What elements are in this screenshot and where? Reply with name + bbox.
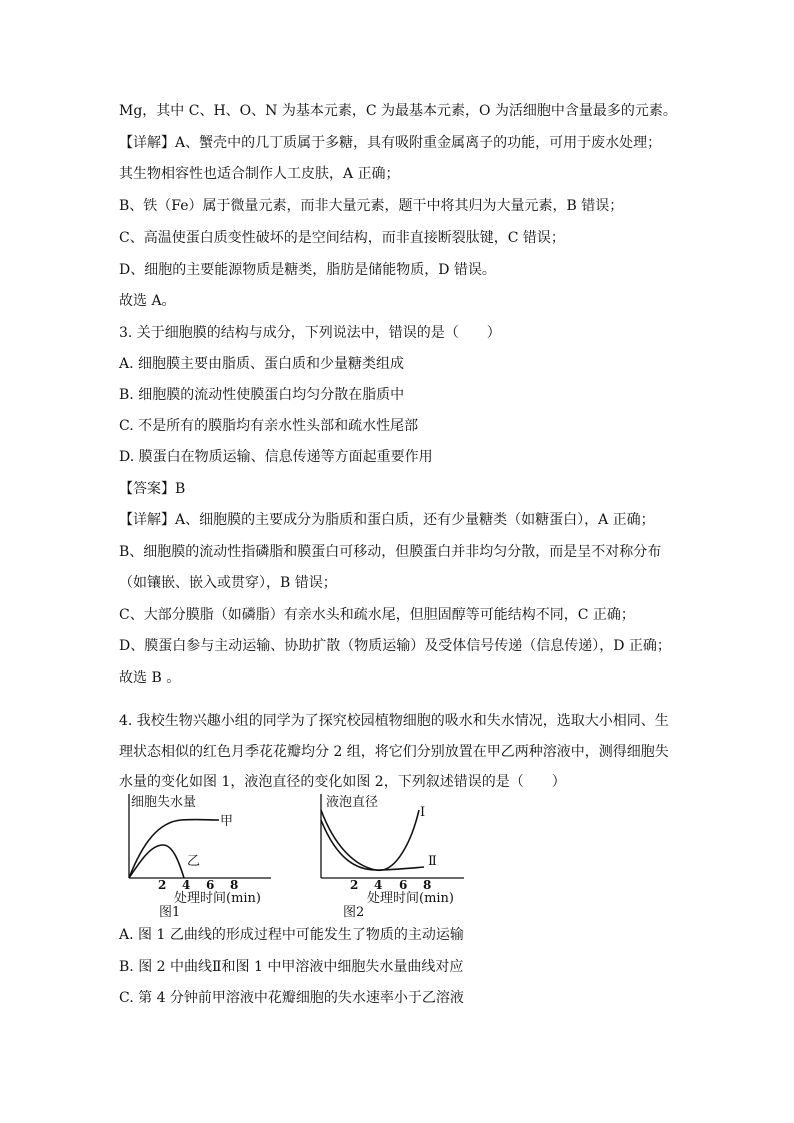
curve-yi <box>129 845 184 878</box>
x-tick-label: 4 <box>374 878 383 892</box>
text-line: D、膜蛋白参与主动运输、协助扩散（物质运输）及受体信号传递（信息传递），D 正确； <box>119 638 671 654</box>
x-tick-label: 8 <box>423 878 432 892</box>
text-line: 故选 B 。 <box>119 670 181 686</box>
figure-2-vacuole-diameter-graph <box>312 790 482 925</box>
text-line: 【详解】A、细胞膜的主要成分为脂质和蛋白质，还有少量糖类（如糖蛋白），A 正确； <box>119 512 655 528</box>
text-line: 故选 A。 <box>119 293 176 309</box>
x-tick-label: 6 <box>399 878 408 892</box>
option-b: B. 图 2 中曲线Ⅱ和图 1 中甲溶液中细胞失水量曲线对应 <box>119 959 464 975</box>
answer: 【答案】B <box>119 481 186 497</box>
option-c: C. 第 4 分钟前甲溶液中花瓣细胞的失水速率小于乙溶液 <box>119 990 464 1006</box>
text-line: 其生物相容性也适合制作人工皮肤，A 正确； <box>119 166 400 182</box>
text-line: B、铁（Fe）属于微量元素，而非大量元素，题干中将其归为大量元素，B 错误； <box>119 198 624 214</box>
text-line: C、高温使蛋白质变性破坏的是空间结构，而非直接断裂肽键，C 错误； <box>119 230 565 246</box>
text-line: C、大部分膜脂（如磷脂）有亲水头和疏水尾，但胆固醇等可能结构不同，C 正确； <box>119 607 635 623</box>
text-line: （如镶嵌、嵌入或贯穿），B 错误； <box>119 575 337 591</box>
text-line: 【详解】A、蟹壳中的几丁质属于多糖，具有吸附重金属离子的功能，可用于废水处理； <box>119 135 662 151</box>
figure-1-water-loss-graph <box>119 790 284 925</box>
curve-label-yi: 乙 <box>187 854 201 869</box>
text-line: 水量的变化如图 1，液泡直径的变化如图 2，下列叙述错误的是（ ） <box>119 774 566 790</box>
x-axis-label: 处理时间(min) <box>174 891 262 906</box>
text-line: D、细胞的主要能源物质是糖类，脂肪是储能物质，D 错误。 <box>119 262 496 278</box>
x-axis-label: 处理时间(min) <box>367 891 455 906</box>
text-line: 理状态相似的红色月季花花瓣均分 2 组，将它们分别放置在甲乙两种溶液中，测得细胞失 <box>119 744 669 760</box>
option-a: A. 图 1 乙曲线的形成过程中可能发生了物质的主动运输 <box>119 927 464 943</box>
curve-jia <box>129 820 219 878</box>
y-axis-label: 液泡直径 <box>326 795 379 810</box>
x-tick-label: 6 <box>206 878 215 892</box>
option-d: D. 膜蛋白在物质运输、信息传递等方面起重要作用 <box>119 449 433 465</box>
curve-label-i: I <box>420 805 426 820</box>
question-4: 4. 我校生物兴趣小组的同学为了探究校园植物细胞的吸水和失水情况，选取大小相同、生 <box>119 713 669 729</box>
option-b: B. 细胞膜的流动性使膜蛋白均匀分散在脂质中 <box>119 387 405 403</box>
x-tick-label: 4 <box>182 878 191 892</box>
curve-label-jia: 甲 <box>220 814 234 829</box>
option-c: C. 不是所有的膜脂均有亲水性头部和疏水性尾部 <box>119 418 419 434</box>
x-tick-label: 2 <box>158 878 167 892</box>
x-tick-label: 2 <box>350 878 359 892</box>
text-line: Mg，其中 C、H、O、N 为基本元素，C 为最基本元素，O 为活细胞中含量最多的元素。 <box>119 103 677 119</box>
y-axis-label: 细胞失水量 <box>131 795 197 810</box>
curve-label-ii: Ⅱ <box>428 854 437 869</box>
text-line: B、细胞膜的流动性指磷脂和膜蛋白可移动，但膜蛋白并非均匀分散，而是呈不对称分布 <box>119 544 662 560</box>
x-tick-label: 8 <box>230 878 239 892</box>
option-a: A. 细胞膜主要由脂质、蛋白质和少量糖类组成 <box>119 356 405 372</box>
curve-ii <box>321 820 424 870</box>
curve-i <box>321 810 419 870</box>
figure-caption: 图1 <box>159 905 181 920</box>
question-3: 3. 关于细胞膜的结构与成分，下列说法中，错误的是（ ） <box>119 325 501 341</box>
figure-caption: 图2 <box>343 905 365 920</box>
